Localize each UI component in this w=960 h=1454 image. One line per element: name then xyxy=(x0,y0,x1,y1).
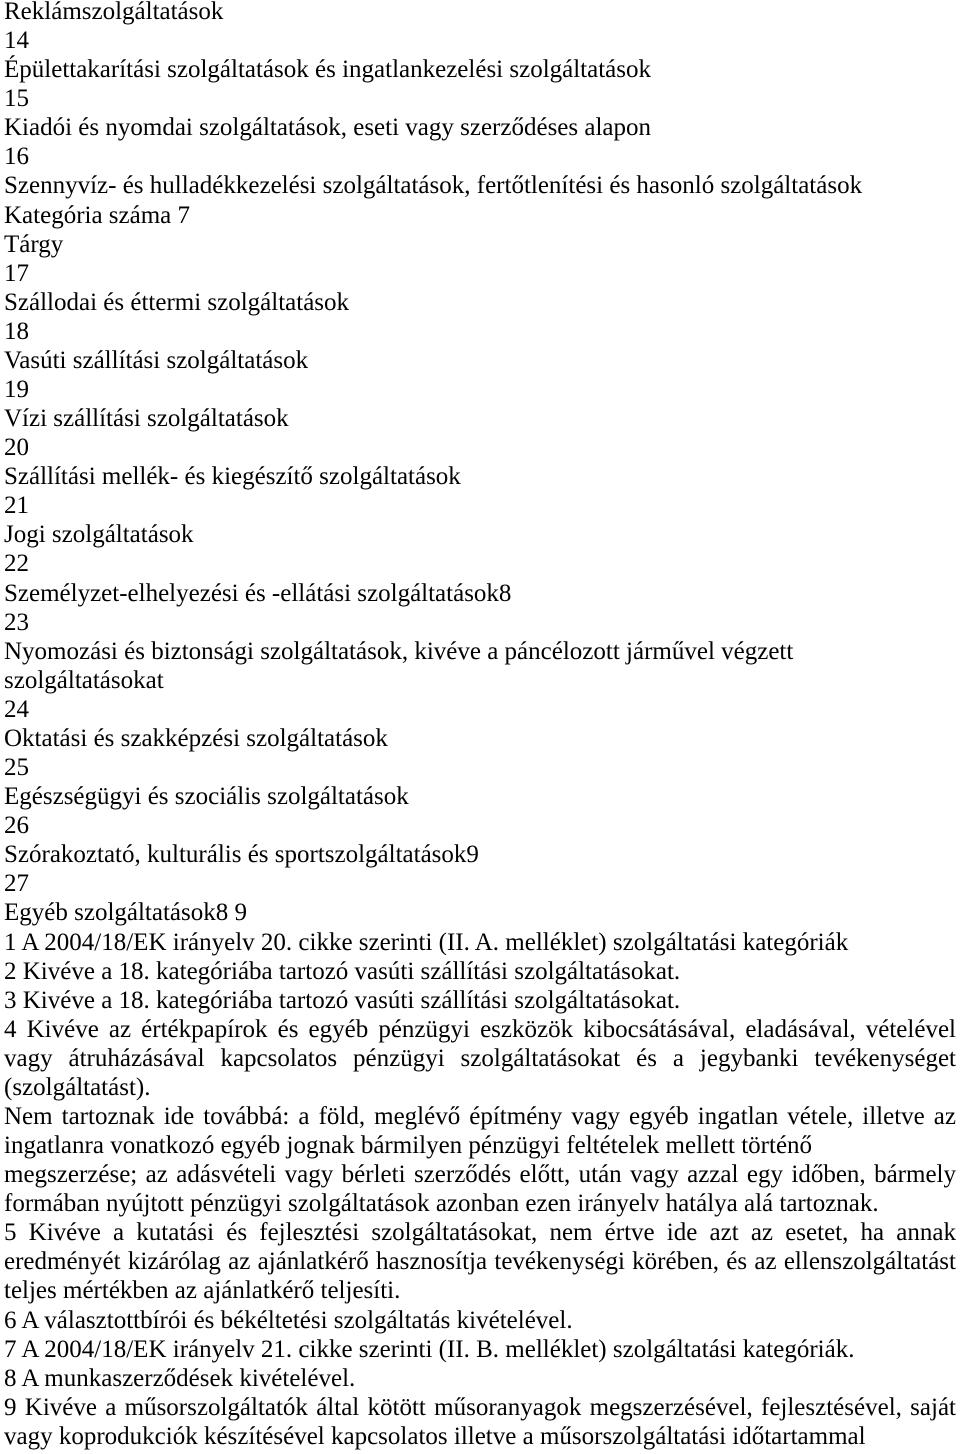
footnote-line: 1 A 2004/18/EK irányelv 20. cikke szerinti (II. A. melléklet) szolgáltatási kategóriák xyxy=(4,928,849,956)
footnote-line: 9 Kivéve a műsorszolgáltatók által kötött műsoranyagok megszerzésével, fejlesztésével, saját xyxy=(4,1393,956,1421)
footnote xyxy=(4,1015,956,1102)
category-item xyxy=(4,26,956,84)
footnote-line: megszerzése; az adásvételi vagy bérleti szerződés előtt, után vagy azzal egy időben, bármely xyxy=(4,1161,956,1189)
category-label: Vízi szállítási szolgáltatások xyxy=(4,405,289,433)
category-item xyxy=(4,84,956,142)
category-number: 15 xyxy=(4,85,29,113)
footnote-line: 4 Kivéve az értékpapírok és egyéb pénzügyi eszközök kibocsátásával, eladásával, vételével xyxy=(4,1015,956,1043)
category-label: Nyomozási és biztonsági szolgáltatások, kivéve a páncélozott járművel végzett xyxy=(4,637,794,665)
category-item xyxy=(4,608,956,695)
category-item xyxy=(4,869,956,927)
footnote xyxy=(4,1364,956,1393)
category-label: Kiadói és nyomdai szolgáltatások, eseti vagy szerződéses alapon xyxy=(4,114,652,142)
subject-heading: Tárgy xyxy=(4,230,64,258)
category-label: szolgáltatásokat xyxy=(4,666,164,694)
footnote xyxy=(4,1306,956,1335)
category-table-header xyxy=(4,201,956,259)
footnote xyxy=(4,1393,956,1451)
category-number: 21 xyxy=(4,492,29,520)
category-item xyxy=(4,695,956,753)
footnote-line: vagy átruházásával kapcsolatos pénzügyi szolgáltatásokat és a jegybanki tevékenységet xyxy=(4,1044,956,1072)
category-label: Jogi szolgáltatások xyxy=(4,521,194,549)
category-label: Szállítási mellék- és kiegészítő szolgáltatások xyxy=(4,463,461,491)
footnote xyxy=(4,986,956,1015)
category-number: 14 xyxy=(4,27,29,55)
footnote xyxy=(4,957,956,986)
footnote-line: formában nyújtott pénzügyi szolgáltatások azonban ezen irányelv hatálya alá tartoznak. xyxy=(4,1190,879,1218)
footnote-line: 8 A munkaszerződések kivételével. xyxy=(4,1364,356,1392)
category-number-heading: Kategória száma 7 xyxy=(4,201,191,229)
footnote-line: 5 Kivéve a kutatási és fejlesztési szolgáltatásokat, nem értve ide azt az esetet, ha annak xyxy=(4,1219,956,1247)
footnote-line: eredményét kizárólag az ajánlatkérő hasznosítja tevékenységi körében, és az ellenszolgáltatást xyxy=(4,1248,956,1276)
category-number: 22 xyxy=(4,550,29,578)
footnote xyxy=(4,1335,956,1364)
category-label: Épülettakarítási szolgáltatások és ingatlankezelési szolgáltatások xyxy=(4,56,651,84)
document-page xyxy=(4,0,956,1451)
category-label: Egészségügyi és szociális szolgáltatások xyxy=(4,783,409,811)
footnote-line: Nem tartoznak ide továbbá: a föld, meglévő építmény vagy egyéb ingatlan vétele, illetve az xyxy=(4,1102,956,1130)
footnote-line: 7 A 2004/18/EK irányelv 21. cikke szerinti (II. B. melléklet) szolgáltatási kategóriák. xyxy=(4,1335,855,1363)
category-label: Személyzet-elhelyezési és -ellátási szolgáltatások8 xyxy=(4,579,512,607)
category-number: 27 xyxy=(4,870,29,898)
footnote-paragraph xyxy=(4,1102,956,1218)
footnote xyxy=(4,928,956,957)
continued-category-label: Reklámszolgáltatások xyxy=(4,0,224,25)
category-item xyxy=(4,259,956,317)
category-label: Szórakoztató, kulturális és sportszolgáltatások9 xyxy=(4,841,479,869)
footnote-line: 6 A választottbírói és békéltetési szolgáltatás kivételével. xyxy=(4,1306,573,1334)
category-item xyxy=(4,491,956,549)
footnote-line: vagy koprodukciók készítésével kapcsolatos illetve a műsorszolgáltatási időtartammal xyxy=(4,1422,866,1450)
category-number: 19 xyxy=(4,376,29,404)
footnote-line: 2 Kivéve a 18. kategóriába tartozó vasúti szállítási szolgáltatásokat. xyxy=(4,957,681,985)
category-number: 23 xyxy=(4,608,29,636)
category-item xyxy=(4,375,956,433)
category-number: 24 xyxy=(4,695,29,723)
category-item xyxy=(4,811,956,869)
category-item xyxy=(4,549,956,607)
category-item xyxy=(4,753,956,811)
footnote-line: 3 Kivéve a 18. kategóriába tartozó vasúti szállítási szolgáltatásokat. xyxy=(4,986,681,1014)
category-item xyxy=(4,142,956,200)
category-item xyxy=(4,317,956,375)
footnote xyxy=(4,1218,956,1305)
category-number: 18 xyxy=(4,317,29,345)
category-label: Szennyvíz- és hulladékkezelési szolgáltatások, fertőtlenítési és hasonló szolgáltatások xyxy=(4,172,863,200)
category-number: 17 xyxy=(4,259,29,287)
footnote-line: (szolgáltatást). xyxy=(4,1073,151,1101)
category-label: Egyéb szolgáltatások8 9 xyxy=(4,899,247,927)
category-item xyxy=(4,433,956,491)
category-label: Vasúti szállítási szolgáltatások xyxy=(4,346,309,374)
footnote-line: teljes mértékben az ajánlatkérő teljesíti. xyxy=(4,1277,401,1305)
category-number: 16 xyxy=(4,143,29,171)
category-number: 25 xyxy=(4,754,29,782)
footnote-line: ingatlanra vonatkozó egyéb jognak bármilyen pénzügyi feltételek mellett történő xyxy=(4,1132,813,1160)
category-label: Szállodai és éttermi szolgáltatások xyxy=(4,288,350,316)
category-number: 20 xyxy=(4,434,29,462)
category-number: 26 xyxy=(4,812,29,840)
category-label: Oktatási és szakképzési szolgáltatások xyxy=(4,724,388,752)
